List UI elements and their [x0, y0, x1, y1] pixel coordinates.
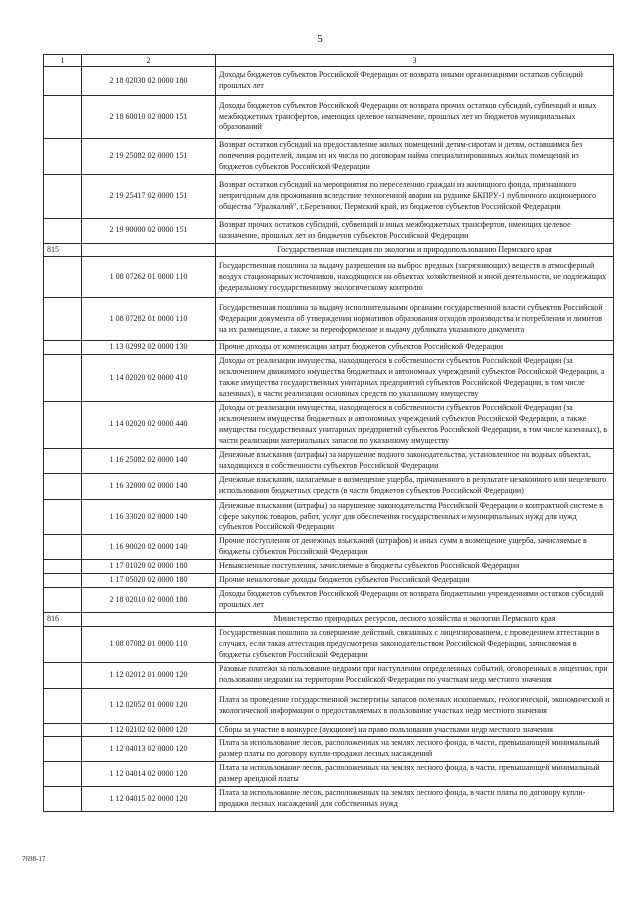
revenue-code: 2 19 25082 02 0000 151: [82, 139, 216, 175]
revenue-code: 1 12 02102 02 0000 120: [82, 723, 216, 737]
revenue-code: 1 08 07082 01 0000 110: [82, 626, 216, 662]
table-row: [44, 67, 614, 96]
department-name: Государственная инспекция по экологии и природопользованию Пермского края: [216, 243, 614, 257]
empty-number-cell: [44, 96, 82, 139]
revenue-code: 1 14 02020 02 0000 440: [82, 401, 216, 448]
revenue-description: Разовые платежи за пользование недрами при наступлении определенных событий, оговоренных в лицензии, при пользовании недрами на территории Российской Федерации по участкам недр местного значения: [216, 662, 614, 688]
revenue-code: 2 19 90000 02 0000 151: [82, 218, 216, 243]
revenue-description: Доходы бюджетов субъектов Российской Федерации от возврата иными организациями остатков субсидий прошлых лет: [216, 67, 614, 96]
revenue-code: 2 18 02010 02 0000 180: [82, 588, 216, 613]
table-row: [44, 737, 614, 762]
page-number: 5: [317, 33, 323, 45]
revenue-description: Доходы от реализации имущества, находящегося в собственности субъектов Российской Федерации (за исключением движимого имущества бюджетных и автономных учреждений субъектов Российской Федерации, а также имущества государственных унитарных предприятий субъектов Российской Федерации, в том числе казенных), в части реализации основных средств по указанному имуществу: [216, 355, 614, 402]
table-row: [44, 588, 614, 613]
document-footer-code: 7698-17: [22, 855, 46, 863]
revenue-code: 1 16 32000 02 0000 140: [82, 473, 216, 499]
empty-number-cell: [44, 67, 82, 96]
table-row: [44, 787, 614, 812]
revenue-description: Доходы от реализации имущества, находящегося в собственности субъектов Российской Федерации (за исключением имущества бюджетных и автономных учреждений субъектов Российской Федерации, а также имущества государственных унитарных предприятий субъектов Российской Федерации, в том числе казенных), в части реализации материальных запасов по указанному имуществу: [216, 401, 614, 448]
department-number: 815: [44, 243, 82, 257]
revenue-description: Прочие доходы от компенсации затрат бюджетов субъектов Российской Федерации: [216, 341, 614, 355]
empty-number-cell: [44, 298, 82, 341]
department-name: Министерство природных ресурсов, лесного хозяйства и экологии Пермского края: [216, 612, 614, 626]
revenue-code: 1 14 02020 02 0000 410: [82, 355, 216, 402]
table-row: [44, 448, 614, 473]
table-row: [44, 723, 614, 737]
revenue-description: Возврат остатков субсидий на предоставление жилых помещений детям-сиротам и детям, оставшимся без попечения родителей, лицам из их числа по договорам найма специализированных жилых помещений из бюджетов субъектов Российской Федерации: [216, 139, 614, 175]
department-row: [44, 612, 614, 626]
empty-number-cell: [44, 662, 82, 688]
empty-number-cell: [44, 448, 82, 473]
revenue-description: Государственная пошлина за выдачу разрешения на выброс вредных (загрязняющих) веществ в атмосферный воздух стационарных источников, находящихся на объектах хозяйственной и иной деятельности, не подлежащих федеральному государственному экологическому контролю: [216, 257, 614, 298]
table-row: [44, 401, 614, 448]
revenue-description: Денежные взыскания (штрафы) за нарушение водного законодательства, установленное на водных объектах, находящихся в собственности субъектов Российской Федерации: [216, 448, 614, 473]
empty-number-cell: [44, 737, 82, 762]
empty-number-cell: [44, 626, 82, 662]
table-row: [44, 574, 614, 588]
revenue-description: Прочие неналоговые доходы бюджетов субъектов Российской Федерации: [216, 574, 614, 588]
revenue-description: Доходы бюджетов субъектов Российской Федерации от возврата бюджетными учреждениями остатков субсидий прошлых лет: [216, 588, 614, 613]
revenue-description: Доходы бюджетов субъектов Российской Федерации от возврата прочих остатков субсидий, субвенций и иных межбюджетных трансфертов, имеющих целевое назначение, прошлых лет из бюджетов муниципальных образований: [216, 96, 614, 139]
empty-number-cell: [44, 473, 82, 499]
revenue-description: Государственная пошлина за выдачу исполнительными органами государственной власти субъектов Российской Федерации документа об утверждении нормативов образования отходов производства и потребления и лимитов на их размещение, а также за переоформление и выдачу дубликата указанного документа: [216, 298, 614, 341]
table-row: [44, 473, 614, 499]
empty-number-cell: [44, 723, 82, 737]
revenue-description: Государственная пошлина за совершение действий, связанных с лицензированием, с проведением аттестации в случаях, если такая аттестация предусмотрена законодательством Российской Федерации, зачисляемая в бюджеты субъектов Российской Федерации: [216, 626, 614, 662]
table-row: [44, 499, 614, 535]
empty-number-cell: [44, 535, 82, 560]
table-row: [44, 257, 614, 298]
column-number-row: [44, 55, 614, 67]
revenue-code: 1 16 33020 02 0000 140: [82, 499, 216, 535]
empty-number-cell: [44, 174, 82, 218]
revenue-code: 1 17 01020 02 0000 180: [82, 560, 216, 574]
table-row: [44, 96, 614, 139]
revenue-description: Сборы за участие в конкурсе (аукционе) на право пользования участками недр местного значения: [216, 723, 614, 737]
department-number: 816: [44, 612, 82, 626]
empty-number-cell: [44, 499, 82, 535]
revenue-codes-table: [43, 54, 614, 812]
empty-number-cell: [44, 401, 82, 448]
empty-number-cell: [44, 688, 82, 723]
table-row: [44, 662, 614, 688]
revenue-code: 1 12 04014 02 0000 120: [82, 762, 216, 787]
department-row: [44, 243, 614, 257]
revenue-code: 1 12 02052 01 0000 120: [82, 688, 216, 723]
empty-number-cell: [44, 355, 82, 402]
revenue-code: 1 12 02012 01 0000 120: [82, 662, 216, 688]
revenue-code: 1 17 05020 02 0000 180: [82, 574, 216, 588]
empty-number-cell: [44, 257, 82, 298]
revenue-code: 1 08 07282 01 0000 110: [82, 298, 216, 341]
revenue-code: 2 19 25417 02 0000 151: [82, 174, 216, 218]
table-row: [44, 174, 614, 218]
empty-number-cell: [44, 139, 82, 175]
revenue-code: 1 16 90020 02 0000 140: [82, 535, 216, 560]
revenue-description: Плата за проведение государственной экспертизы запасов полезных ископаемых, геологической, экономической и экологической информации о предоставляемых в пользование участках недр местного значения: [216, 688, 614, 723]
table-row: [44, 535, 614, 560]
empty-number-cell: [44, 218, 82, 243]
empty-number-cell: [44, 560, 82, 574]
column-number-1: 1: [44, 55, 82, 67]
revenue-description: Денежные взыскания, налагаемые в возмещение ущерба, причиненного в результате незаконного или нецелевого использования бюджетных средств (в части бюджетов субъектов Российской Федерации): [216, 473, 614, 499]
revenue-description: Возврат остатков субсидий на мероприятия по переселению граждан из жилищного фонда, признанного непригодным для проживания вследствие техногенной аварии на руднике БКПРУ-1 публичного акционерного общества "Уралкалий", г.Березники, Пермский край, из бюджетов субъектов Российской Федерации: [216, 174, 614, 218]
revenue-description: Денежные взыскания (штрафы) за нарушение законодательства Российской Федерации о контрактной системе в сфере закупок товаров, работ, услуг для обеспечения государственных и муниципальных нужд для нужд субъектов Российской Федерации: [216, 499, 614, 535]
column-number-2: 2: [82, 55, 216, 67]
revenue-code: 2 18 60010 02 0000 151: [82, 96, 216, 139]
table-row: [44, 626, 614, 662]
revenue-description: Плата за использование лесов, расположенных на землях лесного фонда, в части платы по договору купли-продажи лесных насаждений для собственных нужд: [216, 787, 614, 812]
empty-number-cell: [44, 574, 82, 588]
empty-code-cell: [82, 612, 216, 626]
revenue-description: Прочие поступления от денежных взысканий (штрафов) и иных сумм в возмещение ущерба, зачисляемые в бюджеты субъектов Российской Федерации: [216, 535, 614, 560]
revenue-code: 1 12 04013 02 0000 120: [82, 737, 216, 762]
table-body: [44, 55, 614, 812]
empty-number-cell: [44, 762, 82, 787]
column-number-3: 3: [216, 55, 614, 67]
empty-number-cell: [44, 588, 82, 613]
table-row: [44, 762, 614, 787]
revenue-description: Плата за использование лесов, расположенных на землях лесного фонда, в части, превышающей минимальный размер платы по договору купли-продажи лесных насаждений: [216, 737, 614, 762]
revenue-description: Плата за использование лесов, расположенных на землях лесного фонда, в части, превышающей минимальный размер арендной платы: [216, 762, 614, 787]
table-row: [44, 298, 614, 341]
revenue-code: 2 18 02030 02 0000 180: [82, 67, 216, 96]
revenue-code: 1 08 07262 01 0000 110: [82, 257, 216, 298]
empty-number-cell: [44, 787, 82, 812]
revenue-description: Возврат прочих остатков субсидий, субвенций и иных межбюджетных трансфертов, имеющих целевое назначение, прошлых лет из бюджетов субъектов Российской Федерации: [216, 218, 614, 243]
table-row: [44, 355, 614, 402]
empty-code-cell: [82, 243, 216, 257]
empty-number-cell: [44, 341, 82, 355]
table-row: [44, 218, 614, 243]
table-row: [44, 341, 614, 355]
table-row: [44, 139, 614, 175]
revenue-code: 1 13 02992 02 0000 130: [82, 341, 216, 355]
table-row: [44, 560, 614, 574]
revenue-code: 1 16 25082 02 0000 140: [82, 448, 216, 473]
revenue-description: Невыясненные поступления, зачисляемые в бюджеты субъектов Российской Федерации: [216, 560, 614, 574]
table-row: [44, 688, 614, 723]
revenue-code: 1 12 04015 02 0000 120: [82, 787, 216, 812]
